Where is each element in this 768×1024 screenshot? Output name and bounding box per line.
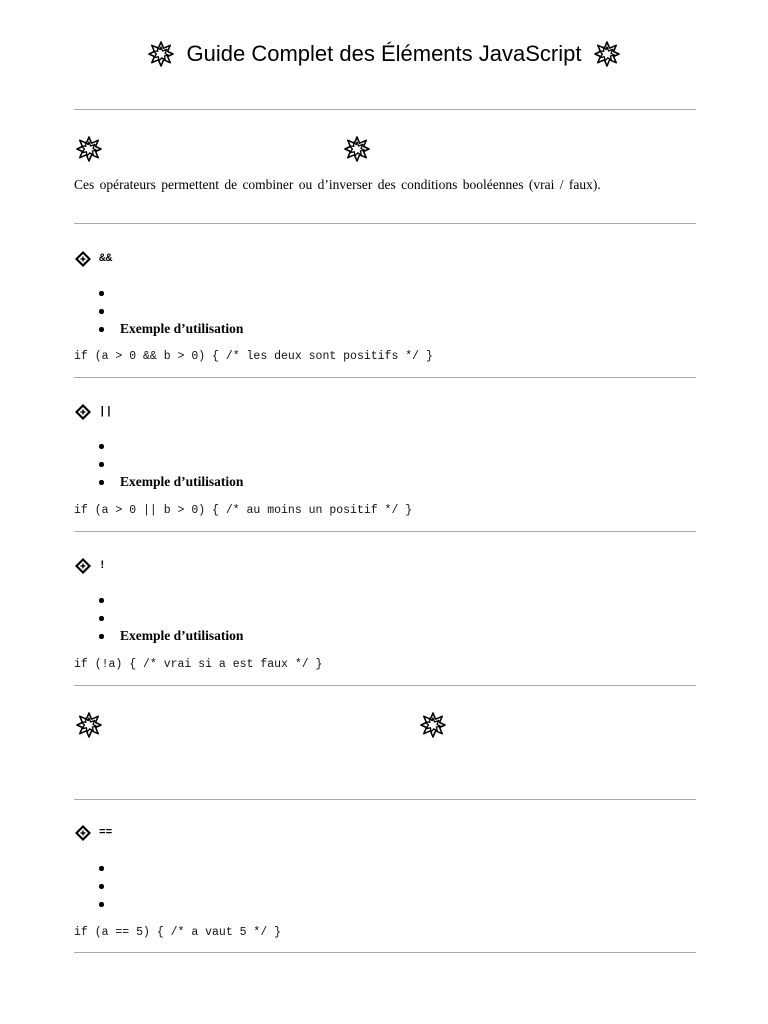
divider [74, 109, 696, 110]
star-burst-icon [344, 136, 370, 162]
star-burst-icon [76, 712, 102, 738]
operator-symbol: || [99, 406, 113, 418]
section-intro: Ces opérateurs permettent de combiner ou d’inverser des conditions booléennes (vrai / faux). [74, 177, 601, 192]
divider [74, 952, 696, 953]
page-title [0, 36, 768, 71]
diamond-icon [74, 403, 92, 421]
operator-heading [74, 557, 106, 575]
divider [74, 685, 696, 686]
operator-symbol: && [99, 253, 113, 265]
star-burst-icon [420, 712, 446, 738]
operator-symbol: ! [99, 560, 106, 572]
code-example: if (a > 0 && b > 0) { /* les deux sont positifs */ } [74, 350, 433, 363]
page-title-text: Guide Complet des Éléments JavaScript [186, 41, 582, 67]
divider [74, 799, 696, 800]
operator-heading [74, 403, 112, 421]
diamond-icon [74, 557, 92, 575]
operator-heading [74, 824, 112, 842]
operator-heading [74, 250, 112, 268]
star-burst-icon [148, 41, 174, 67]
star-burst-icon [594, 41, 620, 67]
code-example: if (a == 5) { /* a vaut 5 */ } [74, 926, 282, 939]
divider [74, 223, 696, 224]
operator-symbol: == [99, 827, 113, 839]
diamond-icon [74, 250, 92, 268]
divider [74, 531, 696, 532]
divider [74, 377, 696, 378]
star-burst-icon [76, 136, 102, 162]
code-example: if (!a) { /* vrai si a est faux */ } [74, 658, 323, 671]
diamond-icon [74, 824, 92, 842]
code-example: if (a > 0 || b > 0) { /* au moins un positif */ } [74, 504, 413, 517]
